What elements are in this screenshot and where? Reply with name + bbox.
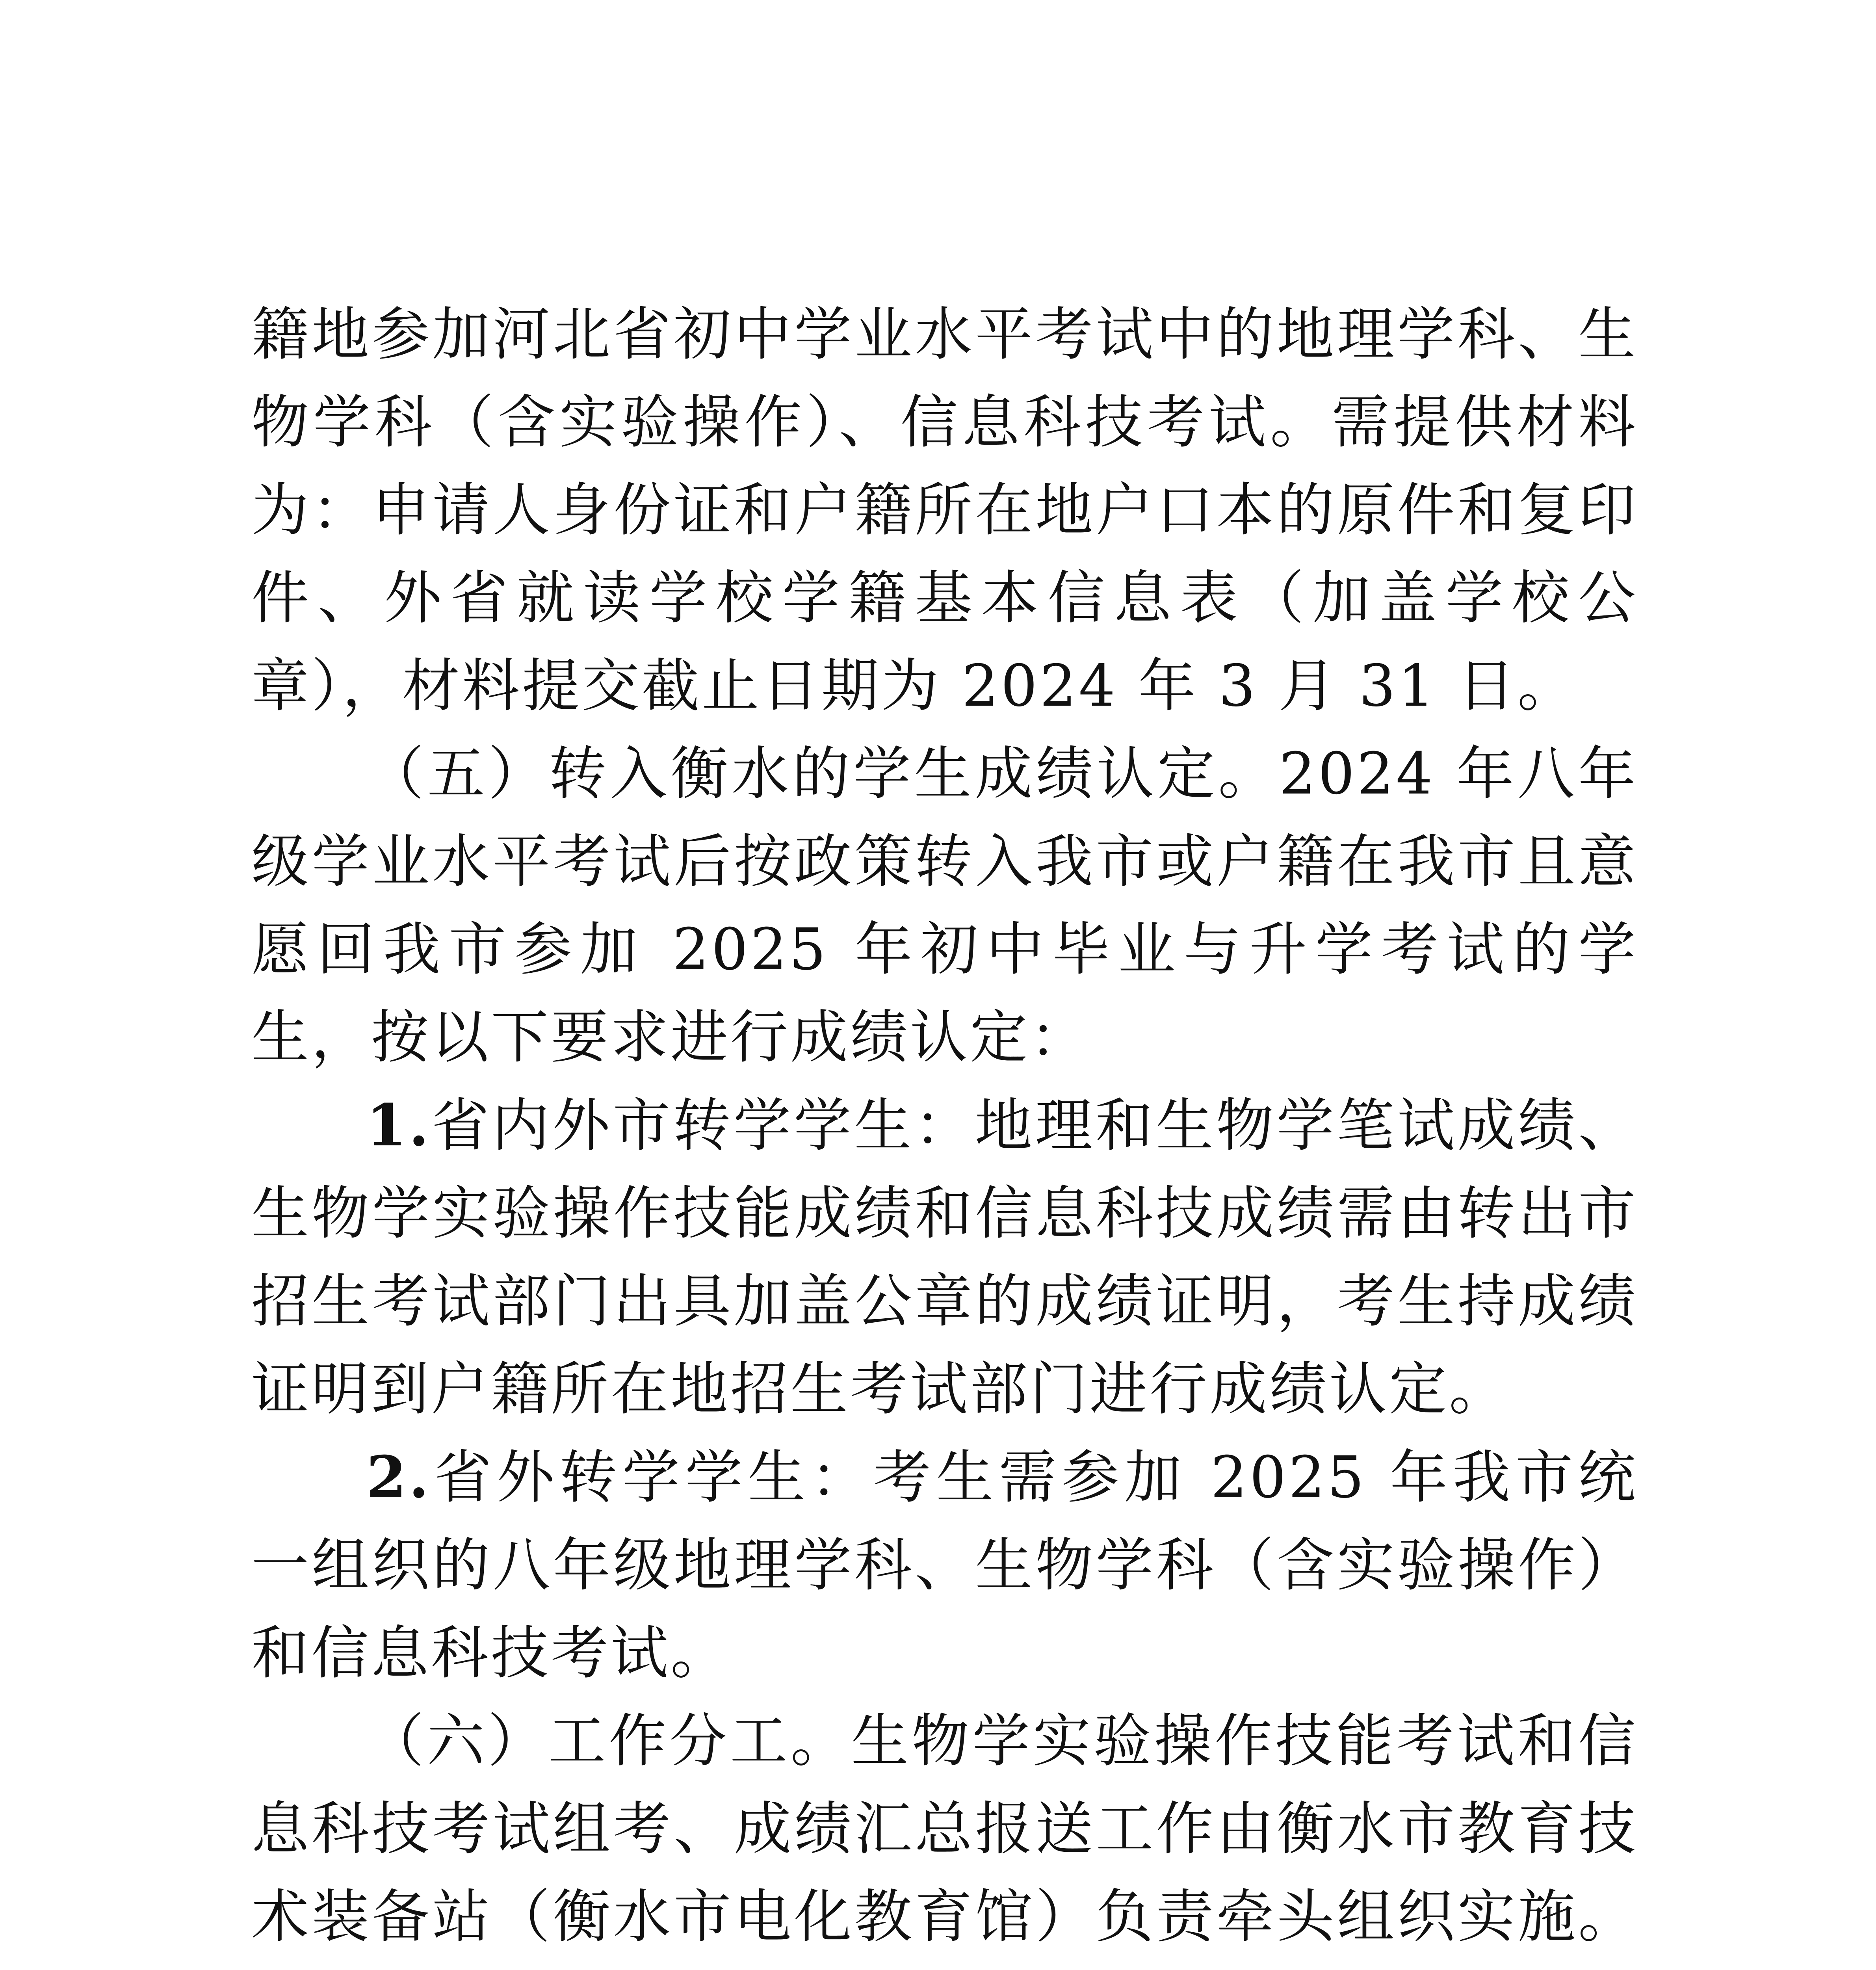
paragraph-text: （六）工作分工。生物学实验操作技能考试和信息科技考试组考、成绩汇总报送工作由衡水市教育技术装备站（衡水市电化教育馆）负责牵头组织实施。	[251, 1708, 1638, 1950]
paragraph-text: （五）转入衡水的学生成绩认定。2024 年八年级学业水平考试后按政策转入我市或户籍在我市且意愿回我市参加 2025 年初中毕业与升学考试的学生，按以下要求进行成绩认定：	[251, 740, 1638, 1071]
paragraph-item-2	[251, 1433, 1638, 1697]
paragraph-continuation	[251, 291, 1638, 730]
item-number: 2.	[366, 1444, 431, 1511]
paragraph-text: 省内外市转学学生：地理和生物学笔试成绩、生物学实验操作技能成绩和信息科技成绩需由转出市招生考试部门出具加盖公章的成绩证明，考生持成绩证明到户籍所在地招生考试部门进行成绩认定。	[251, 1092, 1638, 1423]
paragraph-section-5	[251, 730, 1638, 1082]
paragraph-text: 省外转学学生：考生需参加 2025 年我市统一组织的八年级地理学科、生物学科（含实验操作）和信息科技考试。	[251, 1444, 1638, 1687]
item-number: 1.	[366, 1092, 431, 1159]
body-text	[251, 291, 1638, 1970]
paragraph-text: 籍地参加河北省初中学业水平考试中的地理学科、生物学科（含实验操作）、信息科技考试。需提供材料为：申请人身份证和户籍所在地户口本的原件和复印件、外省就读学校学籍基本信息表（加盖学校公章），材料提交截止日期为 2024 年 3 月 31 日。	[251, 301, 1638, 719]
paragraph-section-6	[251, 1697, 1638, 1970]
paragraph-item-1	[251, 1082, 1638, 1433]
